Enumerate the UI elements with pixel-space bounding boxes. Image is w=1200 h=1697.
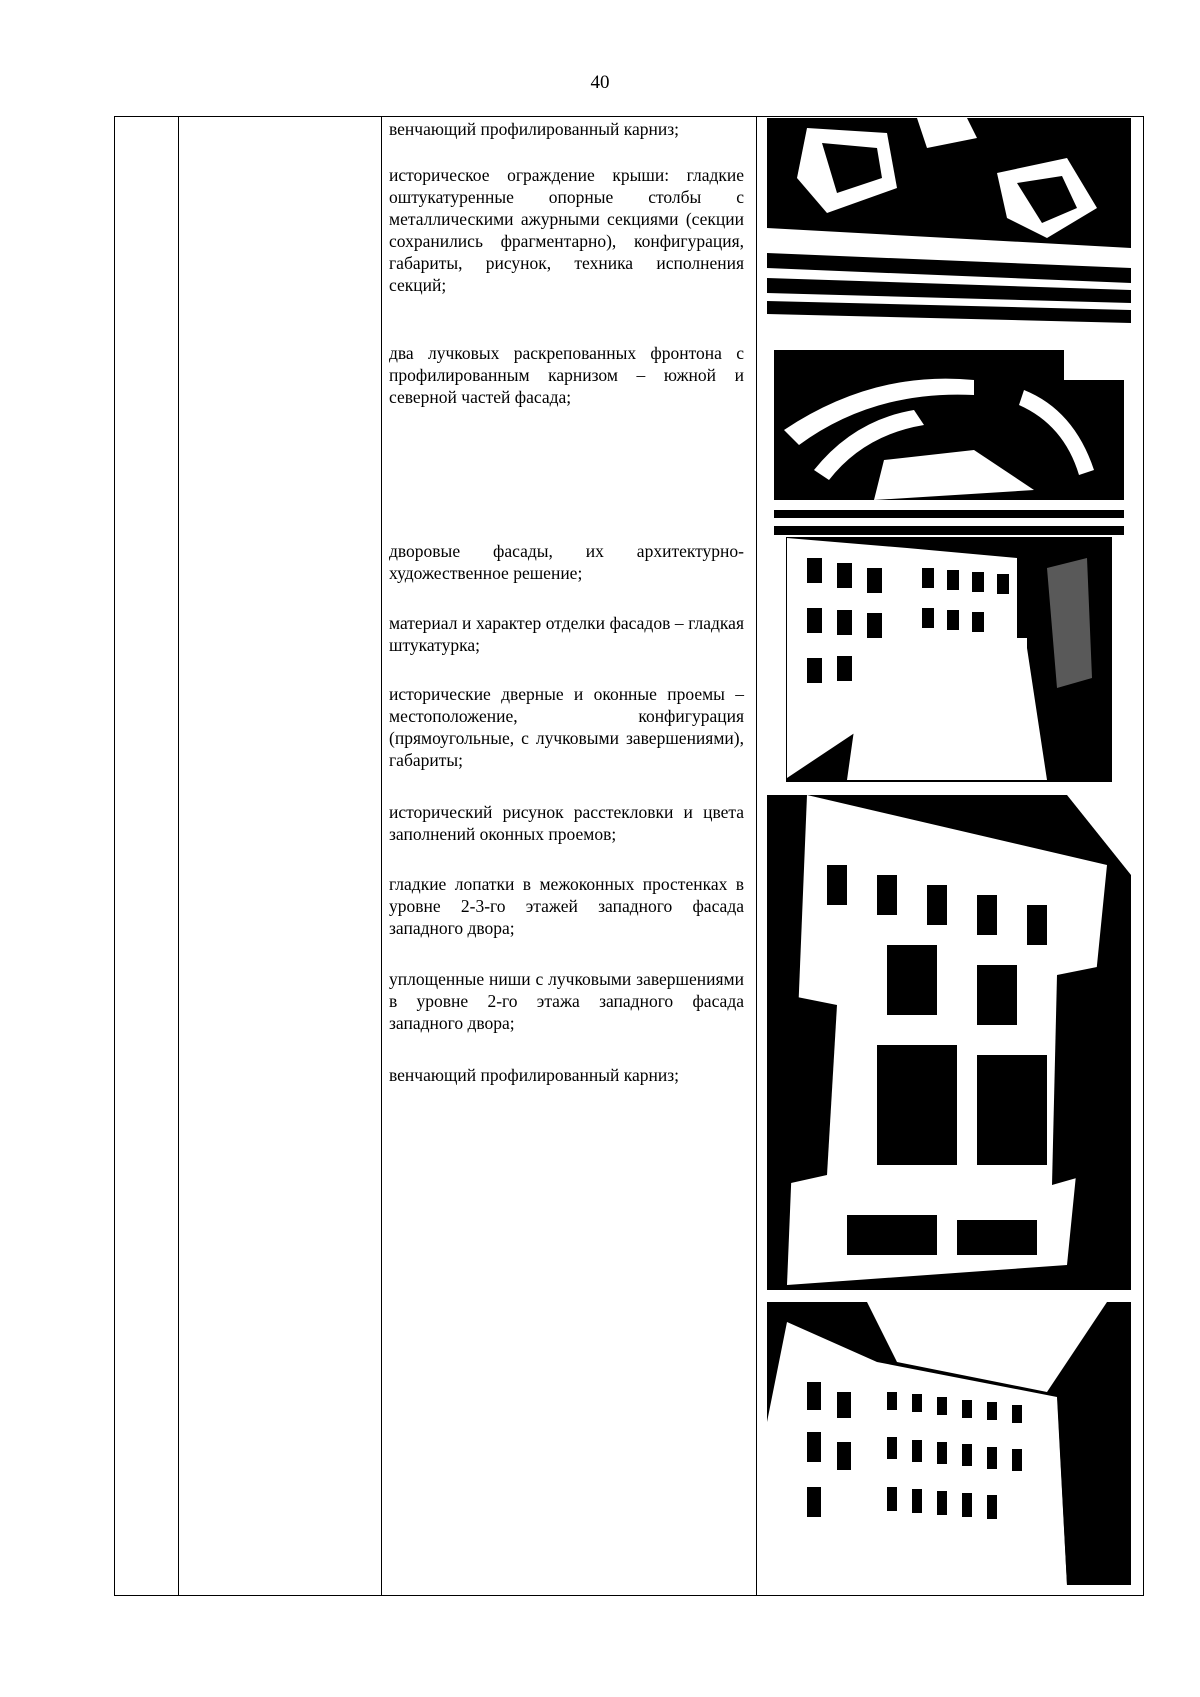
photo-courtyard-facades (786, 537, 1112, 782)
column-divider-2 (381, 117, 382, 1595)
item-text: исторические дверные и оконные проемы – местоположение, конфигурация (прямоугольные, с лучковыми завершениями), габариты; (389, 684, 744, 770)
item-text: венчающий профилированный карниз; (389, 119, 679, 139)
photo-courtyard-upward-view (767, 1302, 1131, 1585)
item-text: историческое ограждение крыши: гладкие оштукатуренные опорные столбы с металлическими ажурными секциями (секции сохранились фрагментарно), конфигурация, габариты, рисунок, техника исполнения секций; (389, 165, 744, 295)
item-text: два лучковых раскрепованных фронтона с профилированным карнизом – южной и северной частей фасада; (389, 343, 744, 407)
item-text: гладкие лопатки в межоконных простенках в уровне 2-3-го этажей западного фасада западного двора; (389, 874, 744, 938)
item-text: дворовые фасады, их архитектурно-художественное решение; (389, 541, 744, 583)
column-divider-1 (178, 117, 179, 1595)
photo-cornice-roof-fence (767, 118, 1131, 330)
photo-west-facade-west-courtyard (767, 795, 1131, 1290)
column-divider-3 (756, 117, 757, 1595)
photo-pediment (774, 350, 1124, 535)
item-text: исторический рисунок расстекловки и цвета заполнений оконных проемов; (389, 802, 744, 844)
item-text: материал и характер отделки фасадов – гладкая штукатурка; (389, 613, 744, 655)
item-text: венчающий профилированный карниз; (389, 1065, 679, 1085)
page-number: 40 (590, 72, 610, 93)
item-text: уплощенные ниши с лучковыми завершениями в уровне 2-го этажа западного фасада западного двора; (389, 969, 744, 1033)
